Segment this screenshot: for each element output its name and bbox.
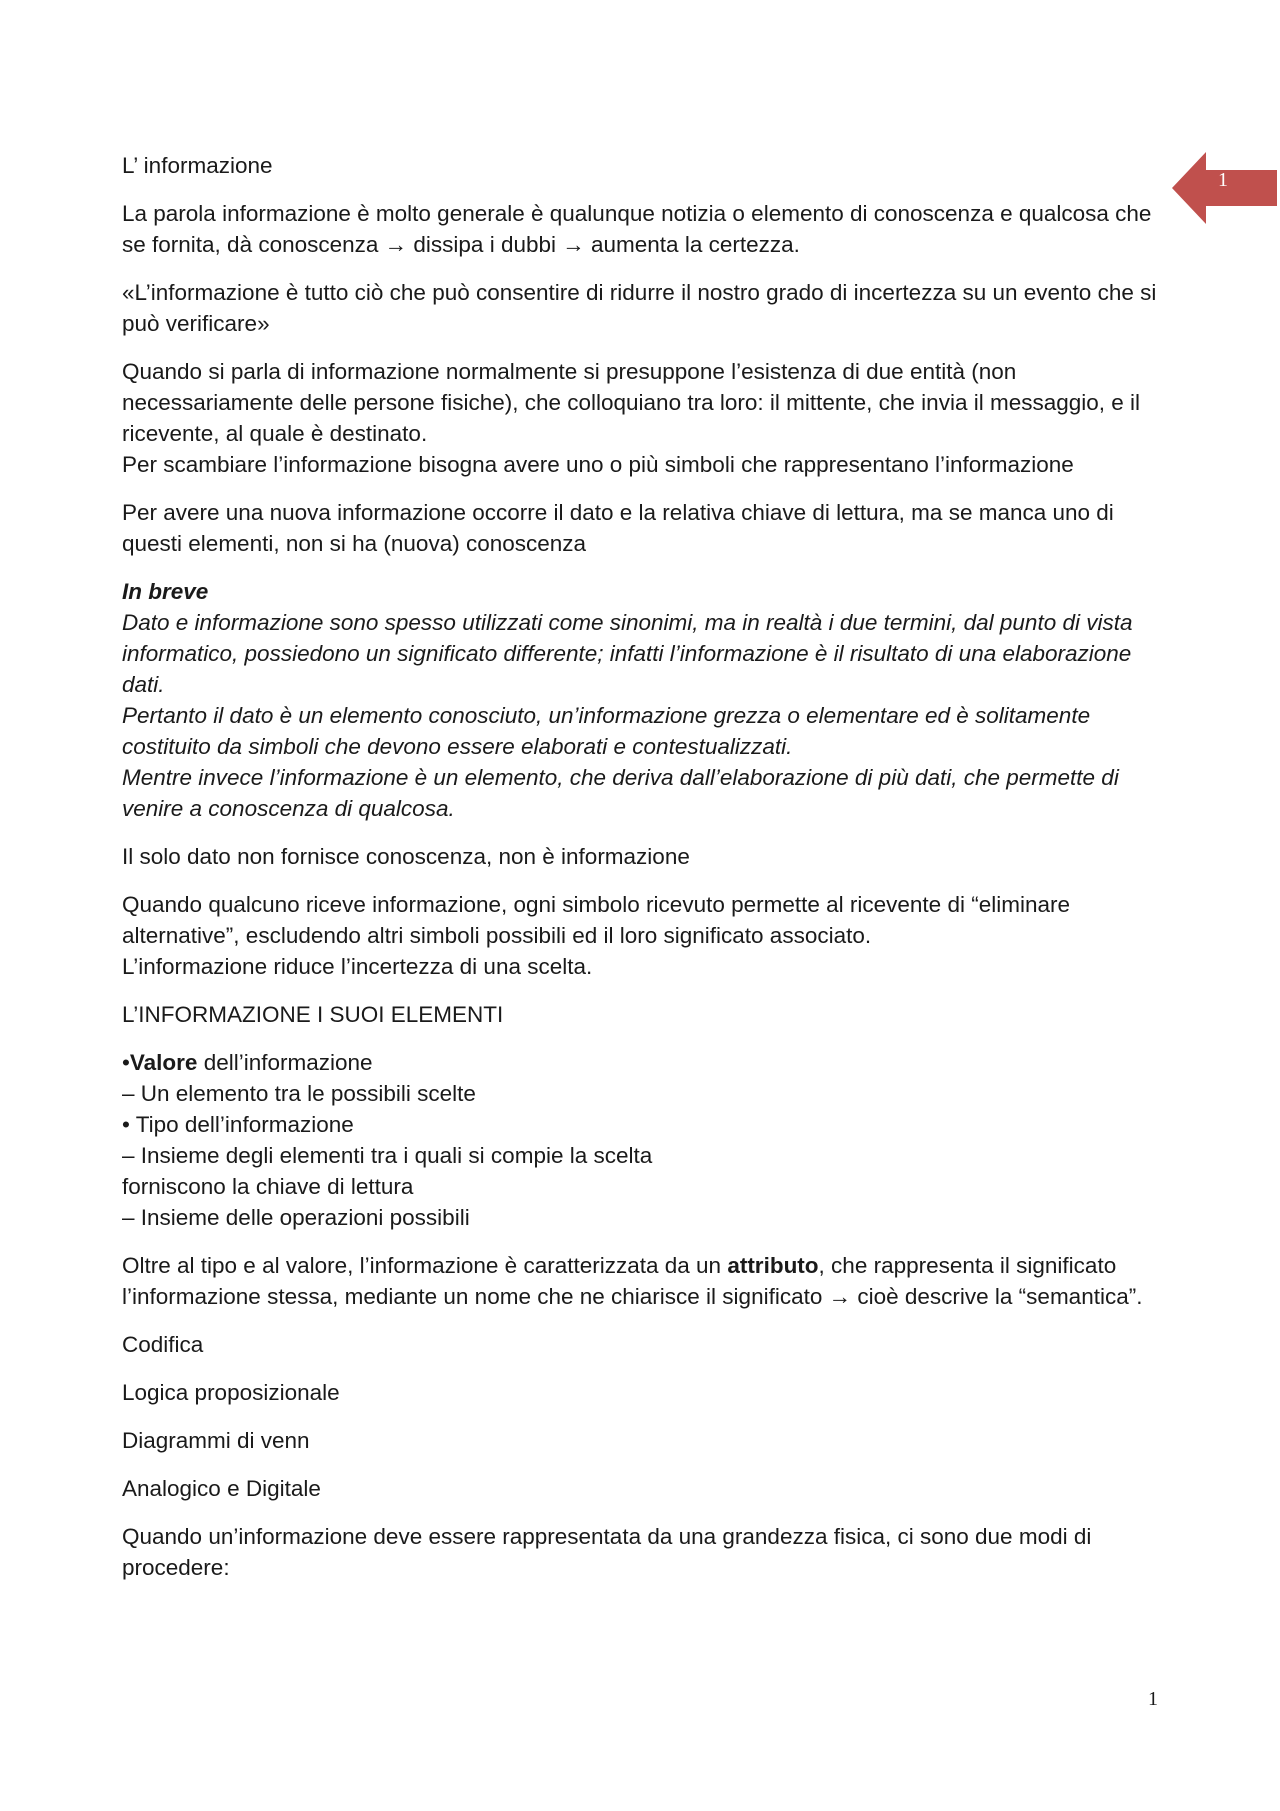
paragraph-entities-text: Quando si parla di informazione normalmente si presuppone l’esistenza di due entità (non necessariamente delle persone fisiche), che colloquiano tra loro: il mittente, che invia il messaggio, e il ricevente, al quale è destinato. bbox=[122, 359, 1141, 446]
list-item: – Insieme degli elementi tra i quali si compie la scelta bbox=[122, 1143, 653, 1168]
list-item: • Tipo dell’informazione bbox=[122, 1112, 354, 1137]
paragraph-new-information: Per avere una nuova informazione occorre il dato e la relativa chiave di lettura, ma se manca uno di questi elementi, non si ha (nuova) conoscenza bbox=[122, 500, 1114, 556]
document-body bbox=[122, 150, 1162, 1600]
heading-venn: Diagrammi di venn bbox=[122, 1428, 310, 1453]
list-item: – Insieme delle operazioni possibili bbox=[122, 1205, 470, 1230]
list-item: forniscono la chiave di lettura bbox=[122, 1174, 414, 1199]
paragraph-uncertainty-text: L’informazione riduce l’incertezza di una scelta. bbox=[122, 954, 593, 979]
paragraph-attribute bbox=[122, 1250, 1162, 1312]
elements-list bbox=[122, 1047, 1162, 1233]
list-item: – Un elemento tra le possibili scelte bbox=[122, 1081, 476, 1106]
paragraph-entities bbox=[122, 356, 1162, 480]
brief-paragraph-2: Pertanto il dato è un elemento conosciuto, un’informazione grezza o elementare ed è solitamente costituito da simboli che devono essere elaborati e contestualizzati. bbox=[122, 703, 1091, 759]
brief-section bbox=[122, 576, 1162, 824]
document-title: L’ informazione bbox=[122, 153, 273, 178]
page-number: 1 bbox=[1148, 1688, 1158, 1710]
list-item-rest: dell’informazione bbox=[197, 1050, 373, 1075]
heading-codifica: Codifica bbox=[122, 1332, 204, 1357]
paragraph-symbols-text: Per scambiare l’informazione bisogna avere uno o più simboli che rappresentano l’informazione bbox=[122, 452, 1074, 477]
paragraph-receiver-text: Quando qualcuno riceve informazione, ogni simbolo ricevuto permette al ricevente di “eliminare alternative”, escludendo altri simboli possibili ed il loro significato associato. bbox=[122, 892, 1070, 948]
paragraph-data-not-information: Il solo dato non fornisce conoscenza, non è informazione bbox=[122, 844, 690, 869]
brief-heading: In breve bbox=[122, 579, 209, 604]
paragraph-attribute-b: , che rappresenta il significato l’informazione stessa, mediante un nome che ne chiarisce il significato → cioè descrive la “semantica”. bbox=[122, 1253, 1143, 1309]
bullet-icon: • bbox=[122, 1050, 130, 1075]
paragraph-physical-quantity: Quando un’informazione deve essere rappresentata da una grandezza fisica, ci sono due modi di procedere: bbox=[122, 1524, 1092, 1580]
paragraph-quote: «L’informazione è tutto ciò che può consentire di ridurre il nostro grado di incertezza su un evento che si può verificare» bbox=[122, 280, 1157, 336]
paragraph-intro: La parola informazione è molto generale è qualunque notizia o elemento di conoscenza e qualcosa che se fornita, dà conoscenza → dissipa i dubbi → aumenta la certezza. bbox=[122, 201, 1152, 257]
section-heading: L’INFORMAZIONE I SUOI ELEMENTI bbox=[122, 1002, 504, 1027]
paragraph-receiver bbox=[122, 889, 1162, 982]
heading-logica: Logica proposizionale bbox=[122, 1380, 340, 1405]
list-item-bold: Valore bbox=[129, 1050, 198, 1075]
brief-paragraph-3: Mentre invece l’informazione è un elemento, che deriva dall’elaborazione di più dati, che permette di venire a conoscenza di qualcosa. bbox=[122, 765, 1119, 821]
bookmark-number: 1 bbox=[1218, 169, 1228, 191]
heading-analogico: Analogico e Digitale bbox=[122, 1476, 321, 1501]
paragraph-attribute-a: Oltre al tipo e al valore, l’informazione è caratterizzata da un bbox=[122, 1253, 728, 1278]
attribute-term: attributo bbox=[727, 1253, 819, 1278]
brief-paragraph-1: Dato e informazione sono spesso utilizzati come sinonimi, ma in realtà i due termini, dal punto di vista informatico, possiedono un significato differente; infatti l’informazione è il risultato di una elaborazione dati. bbox=[122, 610, 1133, 697]
list-item bbox=[122, 1047, 1162, 1078]
